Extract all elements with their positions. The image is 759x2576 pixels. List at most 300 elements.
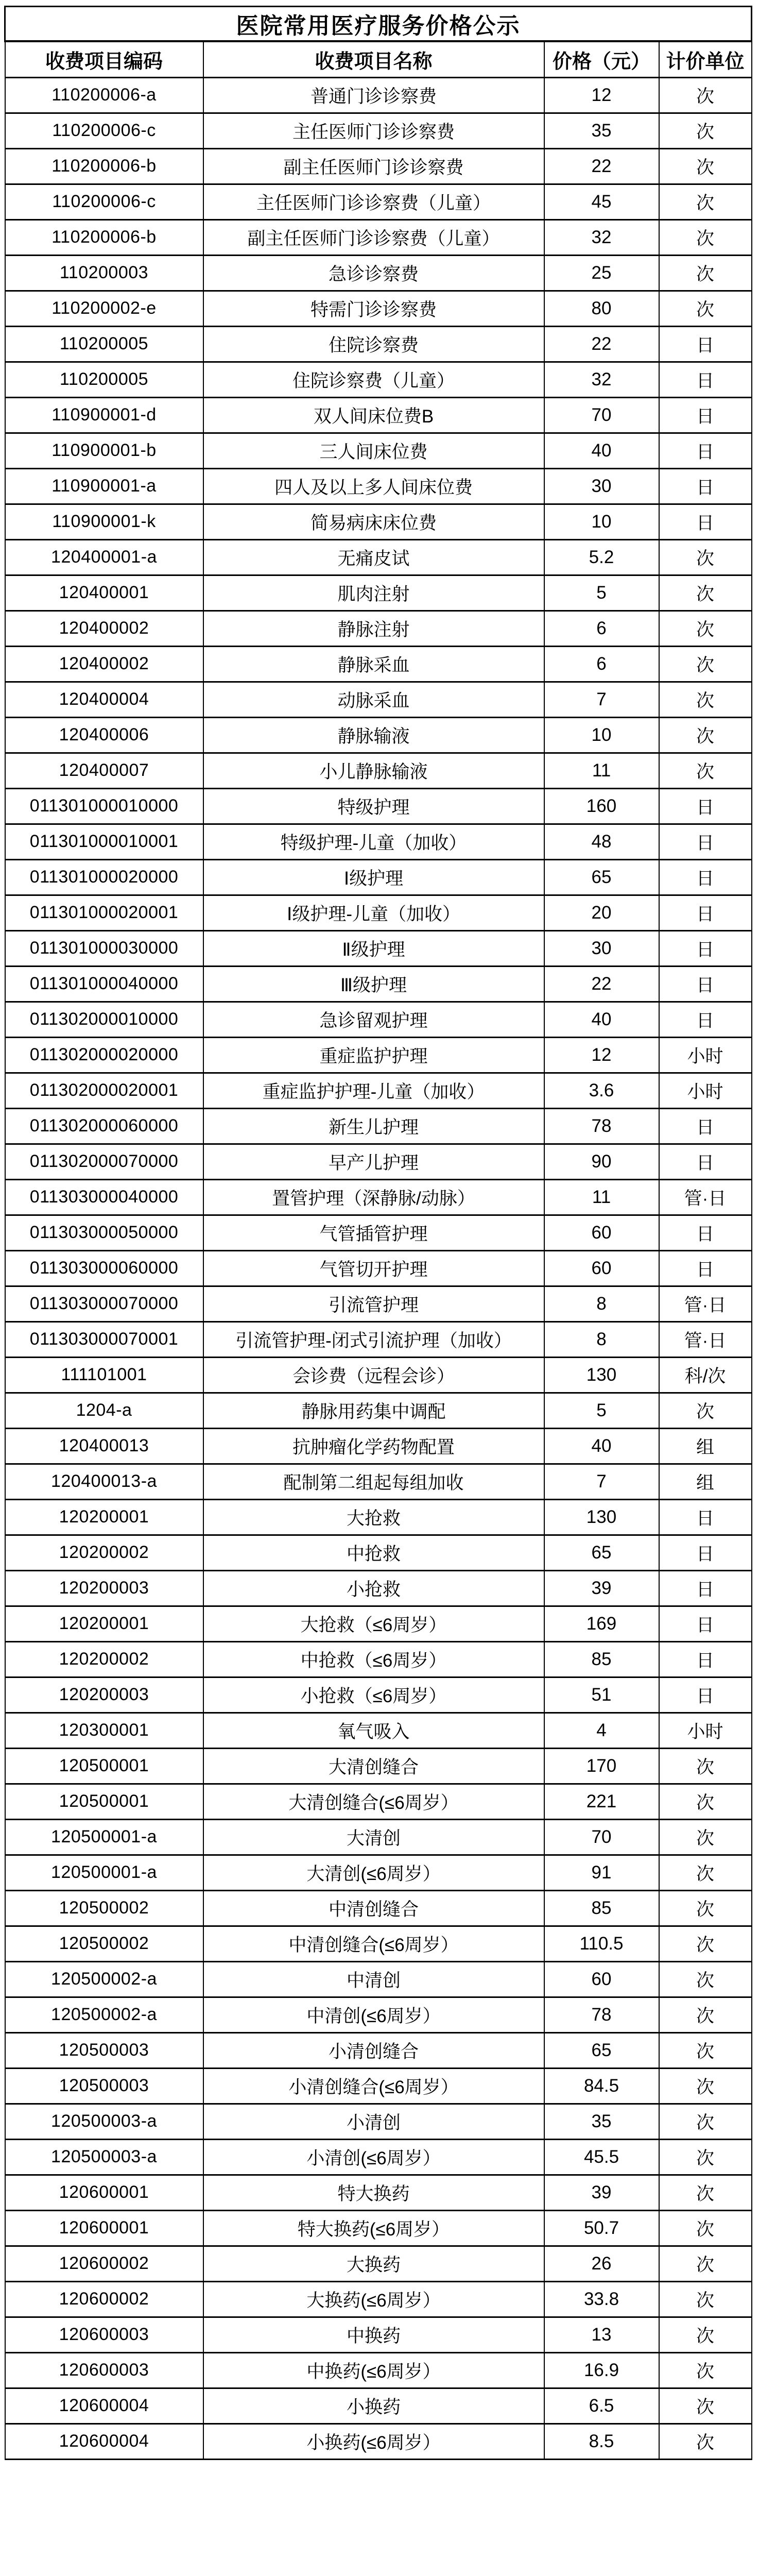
item-price: 22 xyxy=(544,326,659,362)
item-price: 78 xyxy=(544,1108,659,1144)
item-unit: 次 xyxy=(659,184,752,219)
table-row xyxy=(5,219,752,255)
item-code: 011301000040000 xyxy=(5,966,203,1002)
item-code: 120500003 xyxy=(5,2032,203,2068)
item-code: 120500001 xyxy=(5,1748,203,1784)
item-code: 1204-a xyxy=(5,1393,203,1428)
table-row xyxy=(5,575,752,611)
table-row xyxy=(5,1535,752,1570)
column-header-code: 收费项目编码 xyxy=(5,41,203,77)
item-unit: 日 xyxy=(659,788,752,824)
item-name: 特级护理 xyxy=(203,788,544,824)
item-name: 小抢救（≤6周岁） xyxy=(203,1677,544,1713)
item-code: 120500001-a xyxy=(5,1855,203,1890)
item-code: 011302000060000 xyxy=(5,1108,203,1144)
item-unit: 日 xyxy=(659,1144,752,1179)
item-price: 22 xyxy=(544,148,659,184)
item-code: 011303000070001 xyxy=(5,1321,203,1357)
table-row xyxy=(5,1570,752,1606)
item-code: 011301000010000 xyxy=(5,788,203,824)
item-price: 30 xyxy=(544,468,659,504)
item-code: 120400013-a xyxy=(5,1464,203,1499)
item-code: 011301000020001 xyxy=(5,895,203,930)
item-name: 三人间床位费 xyxy=(203,433,544,468)
item-unit: 次 xyxy=(659,77,752,113)
item-code: 120400001-a xyxy=(5,539,203,575)
item-code: 110200003 xyxy=(5,255,203,291)
item-price: 12 xyxy=(544,1037,659,1073)
item-unit: 次 xyxy=(659,1784,752,1819)
table-row xyxy=(5,1748,752,1784)
item-price: 5.2 xyxy=(544,539,659,575)
item-code: 011303000050000 xyxy=(5,1215,203,1250)
item-code: 120600004 xyxy=(5,2424,203,2459)
item-price: 6 xyxy=(544,611,659,646)
item-unit: 次 xyxy=(659,575,752,611)
item-name: 特大换药(≤6周岁） xyxy=(203,2210,544,2246)
table-row xyxy=(5,326,752,362)
item-price: 10 xyxy=(544,717,659,753)
item-price: 110.5 xyxy=(544,1926,659,1961)
item-name: 静脉输液 xyxy=(203,717,544,753)
item-unit: 日 xyxy=(659,1677,752,1713)
item-name: 静脉采血 xyxy=(203,646,544,682)
item-code: 011302000020000 xyxy=(5,1037,203,1073)
item-name: 小换药(≤6周岁） xyxy=(203,2424,544,2459)
item-code: 120500002-a xyxy=(5,1961,203,1997)
item-price: 22 xyxy=(544,966,659,1002)
item-name: 置管护理（深静脉/动脉） xyxy=(203,1179,544,1215)
item-code: 110900001-k xyxy=(5,504,203,539)
item-code: 111101001 xyxy=(5,1357,203,1393)
table-row xyxy=(5,2104,752,2139)
item-name: 早产儿护理 xyxy=(203,1144,544,1179)
item-code: 110200006-c xyxy=(5,184,203,219)
item-unit: 管·日 xyxy=(659,1286,752,1321)
item-price: 30 xyxy=(544,930,659,966)
item-price: 32 xyxy=(544,362,659,397)
item-code: 110200005 xyxy=(5,362,203,397)
table-body xyxy=(5,77,752,2459)
item-price: 13 xyxy=(544,2317,659,2352)
item-code: 120400013 xyxy=(5,1428,203,1464)
table-row xyxy=(5,682,752,717)
table-row xyxy=(5,1961,752,1997)
item-unit: 日 xyxy=(659,468,752,504)
table-row xyxy=(5,113,752,148)
item-unit: 次 xyxy=(659,1393,752,1428)
item-price: 70 xyxy=(544,397,659,433)
table-row xyxy=(5,2388,752,2424)
item-code: 120600004 xyxy=(5,2388,203,2424)
item-unit: 次 xyxy=(659,2246,752,2281)
item-price: 70 xyxy=(544,1819,659,1855)
item-price: 40 xyxy=(544,1428,659,1464)
item-name: 四人及以上多人间床位费 xyxy=(203,468,544,504)
table-row xyxy=(5,1499,752,1535)
item-unit: 次 xyxy=(659,646,752,682)
item-name: 小清创 xyxy=(203,2104,544,2139)
item-name: 主任医师门诊诊察费（儿童） xyxy=(203,184,544,219)
item-unit: 次 xyxy=(659,1961,752,1997)
item-name: 急诊诊察费 xyxy=(203,255,544,291)
table-row xyxy=(5,717,752,753)
table-row xyxy=(5,1606,752,1641)
page-title: 医院常用医疗服务价格公示 xyxy=(5,7,752,42)
item-name: 简易病床床位费 xyxy=(203,504,544,539)
item-price: 39 xyxy=(544,1570,659,1606)
item-name: 特需门诊诊察费 xyxy=(203,291,544,326)
item-unit: 次 xyxy=(659,539,752,575)
item-unit: 管·日 xyxy=(659,1321,752,1357)
table-row xyxy=(5,1926,752,1961)
item-price: 10 xyxy=(544,504,659,539)
item-code: 120400002 xyxy=(5,646,203,682)
item-code: 120200003 xyxy=(5,1677,203,1713)
item-price: 65 xyxy=(544,1535,659,1570)
item-price: 25 xyxy=(544,255,659,291)
item-name: 静脉用药集中调配 xyxy=(203,1393,544,1428)
item-code: 120400006 xyxy=(5,717,203,753)
table-row xyxy=(5,824,752,859)
item-name: 副主任医师门诊诊察费 xyxy=(203,148,544,184)
item-unit: 日 xyxy=(659,397,752,433)
item-price: 65 xyxy=(544,2032,659,2068)
item-unit: 日 xyxy=(659,1535,752,1570)
table-row xyxy=(5,1037,752,1073)
table-row xyxy=(5,2281,752,2317)
table-row xyxy=(5,930,752,966)
table-row xyxy=(5,1108,752,1144)
item-unit: 日 xyxy=(659,895,752,930)
table-row xyxy=(5,184,752,219)
item-unit: 小时 xyxy=(659,1713,752,1748)
item-code: 011302000070000 xyxy=(5,1144,203,1179)
item-price: 4 xyxy=(544,1713,659,1748)
item-price: 32 xyxy=(544,219,659,255)
item-name: 大清创(≤6周岁） xyxy=(203,1855,544,1890)
item-name: 小清创缝合 xyxy=(203,2032,544,2068)
item-name: Ⅰ级护理 xyxy=(203,859,544,895)
item-unit: 日 xyxy=(659,1606,752,1641)
item-name: 小儿静脉输液 xyxy=(203,753,544,788)
item-price: 8 xyxy=(544,1321,659,1357)
item-unit: 次 xyxy=(659,717,752,753)
item-price: 51 xyxy=(544,1677,659,1713)
item-unit: 管·日 xyxy=(659,1179,752,1215)
item-price: 8 xyxy=(544,1286,659,1321)
item-unit: 组 xyxy=(659,1464,752,1499)
item-price: 65 xyxy=(544,859,659,895)
item-unit: 日 xyxy=(659,1002,752,1037)
table-row xyxy=(5,2352,752,2388)
item-name: 特级护理-儿童（加收） xyxy=(203,824,544,859)
item-unit: 日 xyxy=(659,504,752,539)
item-price: 7 xyxy=(544,682,659,717)
item-name: 氧气吸入 xyxy=(203,1713,544,1748)
table-row xyxy=(5,1321,752,1357)
table-row xyxy=(5,255,752,291)
item-price: 6 xyxy=(544,646,659,682)
item-name: Ⅰ级护理-儿童（加收） xyxy=(203,895,544,930)
item-unit: 日 xyxy=(659,1570,752,1606)
item-price: 45 xyxy=(544,184,659,219)
item-unit: 次 xyxy=(659,2352,752,2388)
item-unit: 次 xyxy=(659,1890,752,1926)
table-row xyxy=(5,1819,752,1855)
item-code: 120600003 xyxy=(5,2352,203,2388)
table-row xyxy=(5,433,752,468)
item-code: 120200002 xyxy=(5,1535,203,1570)
item-price: 84.5 xyxy=(544,2068,659,2104)
item-price: 130 xyxy=(544,1357,659,1393)
item-unit: 次 xyxy=(659,1926,752,1961)
item-name: 中清创缝合(≤6周岁） xyxy=(203,1926,544,1961)
item-unit: 日 xyxy=(659,433,752,468)
item-unit: 次 xyxy=(659,1855,752,1890)
item-name: Ⅱ级护理 xyxy=(203,930,544,966)
item-unit: 次 xyxy=(659,2210,752,2246)
item-price: 170 xyxy=(544,1748,659,1784)
item-name: 肌肉注射 xyxy=(203,575,544,611)
item-unit: 小时 xyxy=(659,1037,752,1073)
item-code: 120500001 xyxy=(5,1784,203,1819)
item-name: 静脉注射 xyxy=(203,611,544,646)
table-row xyxy=(5,2424,752,2459)
item-name: 大清创 xyxy=(203,1819,544,1855)
table-row xyxy=(5,859,752,895)
table-row xyxy=(5,1713,752,1748)
item-unit: 次 xyxy=(659,2032,752,2068)
table-row xyxy=(5,1464,752,1499)
item-code: 011303000040000 xyxy=(5,1179,203,1215)
item-name: 主任医师门诊诊察费 xyxy=(203,113,544,148)
item-price: 78 xyxy=(544,1997,659,2032)
table-row xyxy=(5,611,752,646)
item-unit: 日 xyxy=(659,966,752,1002)
item-unit: 组 xyxy=(659,1428,752,1464)
title-row xyxy=(5,7,752,42)
column-header-price: 价格（元） xyxy=(544,41,659,77)
item-unit: 次 xyxy=(659,255,752,291)
item-code: 120600002 xyxy=(5,2246,203,2281)
item-name: 中抢救 xyxy=(203,1535,544,1570)
item-price: 6.5 xyxy=(544,2388,659,2424)
item-price: 33.8 xyxy=(544,2281,659,2317)
item-name: 副主任医师门诊诊察费（儿童） xyxy=(203,219,544,255)
item-name: 大换药(≤6周岁） xyxy=(203,2281,544,2317)
item-code: 011303000060000 xyxy=(5,1250,203,1286)
table-row xyxy=(5,397,752,433)
item-code: 120500001-a xyxy=(5,1819,203,1855)
item-unit: 次 xyxy=(659,753,752,788)
item-unit: 次 xyxy=(659,148,752,184)
item-code: 011302000010000 xyxy=(5,1002,203,1037)
table-row xyxy=(5,1144,752,1179)
item-code: 011301000020000 xyxy=(5,859,203,895)
table-row xyxy=(5,895,752,930)
item-name: 普通门诊诊察费 xyxy=(203,77,544,113)
item-code: 011302000020001 xyxy=(5,1073,203,1108)
item-price: 85 xyxy=(544,1641,659,1677)
item-unit: 日 xyxy=(659,326,752,362)
table-row xyxy=(5,148,752,184)
item-name: 气管切开护理 xyxy=(203,1250,544,1286)
item-name: 配制第二组起每组加收 xyxy=(203,1464,544,1499)
item-unit: 次 xyxy=(659,113,752,148)
item-price: 40 xyxy=(544,1002,659,1037)
item-price: 221 xyxy=(544,1784,659,1819)
table-row xyxy=(5,1002,752,1037)
table-row xyxy=(5,788,752,824)
item-price: 60 xyxy=(544,1215,659,1250)
item-name: 大清创缝合 xyxy=(203,1748,544,1784)
table-row xyxy=(5,291,752,326)
item-code: 110200005 xyxy=(5,326,203,362)
item-name: 大换药 xyxy=(203,2246,544,2281)
table-row xyxy=(5,2175,752,2210)
item-price: 80 xyxy=(544,291,659,326)
item-unit: 科/次 xyxy=(659,1357,752,1393)
item-unit: 次 xyxy=(659,2281,752,2317)
table-row xyxy=(5,2068,752,2104)
item-price: 20 xyxy=(544,895,659,930)
item-name: 住院诊察费 xyxy=(203,326,544,362)
table-row xyxy=(5,1357,752,1393)
item-code: 120600001 xyxy=(5,2175,203,2210)
item-code: 120500002-a xyxy=(5,1997,203,2032)
item-code: 120600001 xyxy=(5,2210,203,2246)
table-row xyxy=(5,1641,752,1677)
item-price: 60 xyxy=(544,1250,659,1286)
item-code: 120200002 xyxy=(5,1641,203,1677)
table-row xyxy=(5,362,752,397)
table-row xyxy=(5,1286,752,1321)
item-unit: 次 xyxy=(659,1997,752,2032)
item-code: 120200001 xyxy=(5,1606,203,1641)
table-row xyxy=(5,77,752,113)
item-price: 60 xyxy=(544,1961,659,1997)
item-unit: 次 xyxy=(659,2104,752,2139)
item-name: Ⅲ级护理 xyxy=(203,966,544,1002)
item-code: 120500003 xyxy=(5,2068,203,2104)
item-name: 会诊费（远程会诊） xyxy=(203,1357,544,1393)
table-row xyxy=(5,1179,752,1215)
item-code: 120400002 xyxy=(5,611,203,646)
item-name: 引流管护理-闭式引流护理（加收） xyxy=(203,1321,544,1357)
item-price: 160 xyxy=(544,788,659,824)
item-unit: 次 xyxy=(659,2317,752,2352)
table-row xyxy=(5,1784,752,1819)
item-code: 110200006-c xyxy=(5,113,203,148)
item-name: 住院诊察费（儿童） xyxy=(203,362,544,397)
item-price: 7 xyxy=(544,1464,659,1499)
item-code: 120200003 xyxy=(5,1570,203,1606)
item-code: 120400004 xyxy=(5,682,203,717)
price-table xyxy=(4,6,752,2460)
item-unit: 次 xyxy=(659,2175,752,2210)
table-row xyxy=(5,1073,752,1108)
item-name: 中清创(≤6周岁） xyxy=(203,1997,544,2032)
item-unit: 次 xyxy=(659,682,752,717)
item-name: 大抢救 xyxy=(203,1499,544,1535)
table-row xyxy=(5,2246,752,2281)
item-code: 110200006-b xyxy=(5,219,203,255)
column-header-unit: 计价单位 xyxy=(659,41,752,77)
item-price: 130 xyxy=(544,1499,659,1535)
table-row xyxy=(5,1428,752,1464)
item-unit: 日 xyxy=(659,1215,752,1250)
item-price: 12 xyxy=(544,77,659,113)
item-price: 11 xyxy=(544,753,659,788)
item-price: 35 xyxy=(544,113,659,148)
item-unit: 次 xyxy=(659,2139,752,2175)
item-code: 120500003-a xyxy=(5,2104,203,2139)
item-code: 110900001-d xyxy=(5,397,203,433)
item-name: 无痛皮试 xyxy=(203,539,544,575)
table-row xyxy=(5,1890,752,1926)
table-row xyxy=(5,1855,752,1890)
item-code: 120500003-a xyxy=(5,2139,203,2175)
item-code: 120500002 xyxy=(5,1890,203,1926)
item-code: 120600002 xyxy=(5,2281,203,2317)
item-code: 120200001 xyxy=(5,1499,203,1535)
item-price: 3.6 xyxy=(544,1073,659,1108)
item-price: 8.5 xyxy=(544,2424,659,2459)
item-unit: 日 xyxy=(659,362,752,397)
item-name: 小换药 xyxy=(203,2388,544,2424)
table-row xyxy=(5,1215,752,1250)
item-price: 11 xyxy=(544,1179,659,1215)
table-row xyxy=(5,966,752,1002)
table-row xyxy=(5,753,752,788)
item-name: 大抢救（≤6周岁） xyxy=(203,1606,544,1641)
item-name: 中换药(≤6周岁） xyxy=(203,2352,544,2388)
item-name: 小清创(≤6周岁） xyxy=(203,2139,544,2175)
item-name: 抗肿瘤化学药物配置 xyxy=(203,1428,544,1464)
item-name: 中抢救（≤6周岁） xyxy=(203,1641,544,1677)
column-header-name: 收费项目名称 xyxy=(203,41,544,77)
item-name: 气管插管护理 xyxy=(203,1215,544,1250)
table-row xyxy=(5,1997,752,2032)
item-code: 011301000010001 xyxy=(5,824,203,859)
table-row xyxy=(5,2210,752,2246)
item-unit: 日 xyxy=(659,824,752,859)
table-row xyxy=(5,2139,752,2175)
item-code: 110900001-b xyxy=(5,433,203,468)
table-row xyxy=(5,539,752,575)
item-unit: 次 xyxy=(659,2068,752,2104)
item-name: 急诊留观护理 xyxy=(203,1002,544,1037)
table-row xyxy=(5,504,752,539)
table-row xyxy=(5,1677,752,1713)
item-price: 16.9 xyxy=(544,2352,659,2388)
item-price: 39 xyxy=(544,2175,659,2210)
item-price: 85 xyxy=(544,1890,659,1926)
item-name: 小抢救 xyxy=(203,1570,544,1606)
item-price: 40 xyxy=(544,433,659,468)
item-unit: 次 xyxy=(659,291,752,326)
column-header-row xyxy=(5,41,752,77)
item-price: 26 xyxy=(544,2246,659,2281)
item-name: 特大换药 xyxy=(203,2175,544,2210)
item-unit: 日 xyxy=(659,1499,752,1535)
item-name: 重症监护护理 xyxy=(203,1037,544,1073)
item-unit: 日 xyxy=(659,1108,752,1144)
item-unit: 小时 xyxy=(659,1073,752,1108)
item-name: 新生儿护理 xyxy=(203,1108,544,1144)
table-row xyxy=(5,1250,752,1286)
